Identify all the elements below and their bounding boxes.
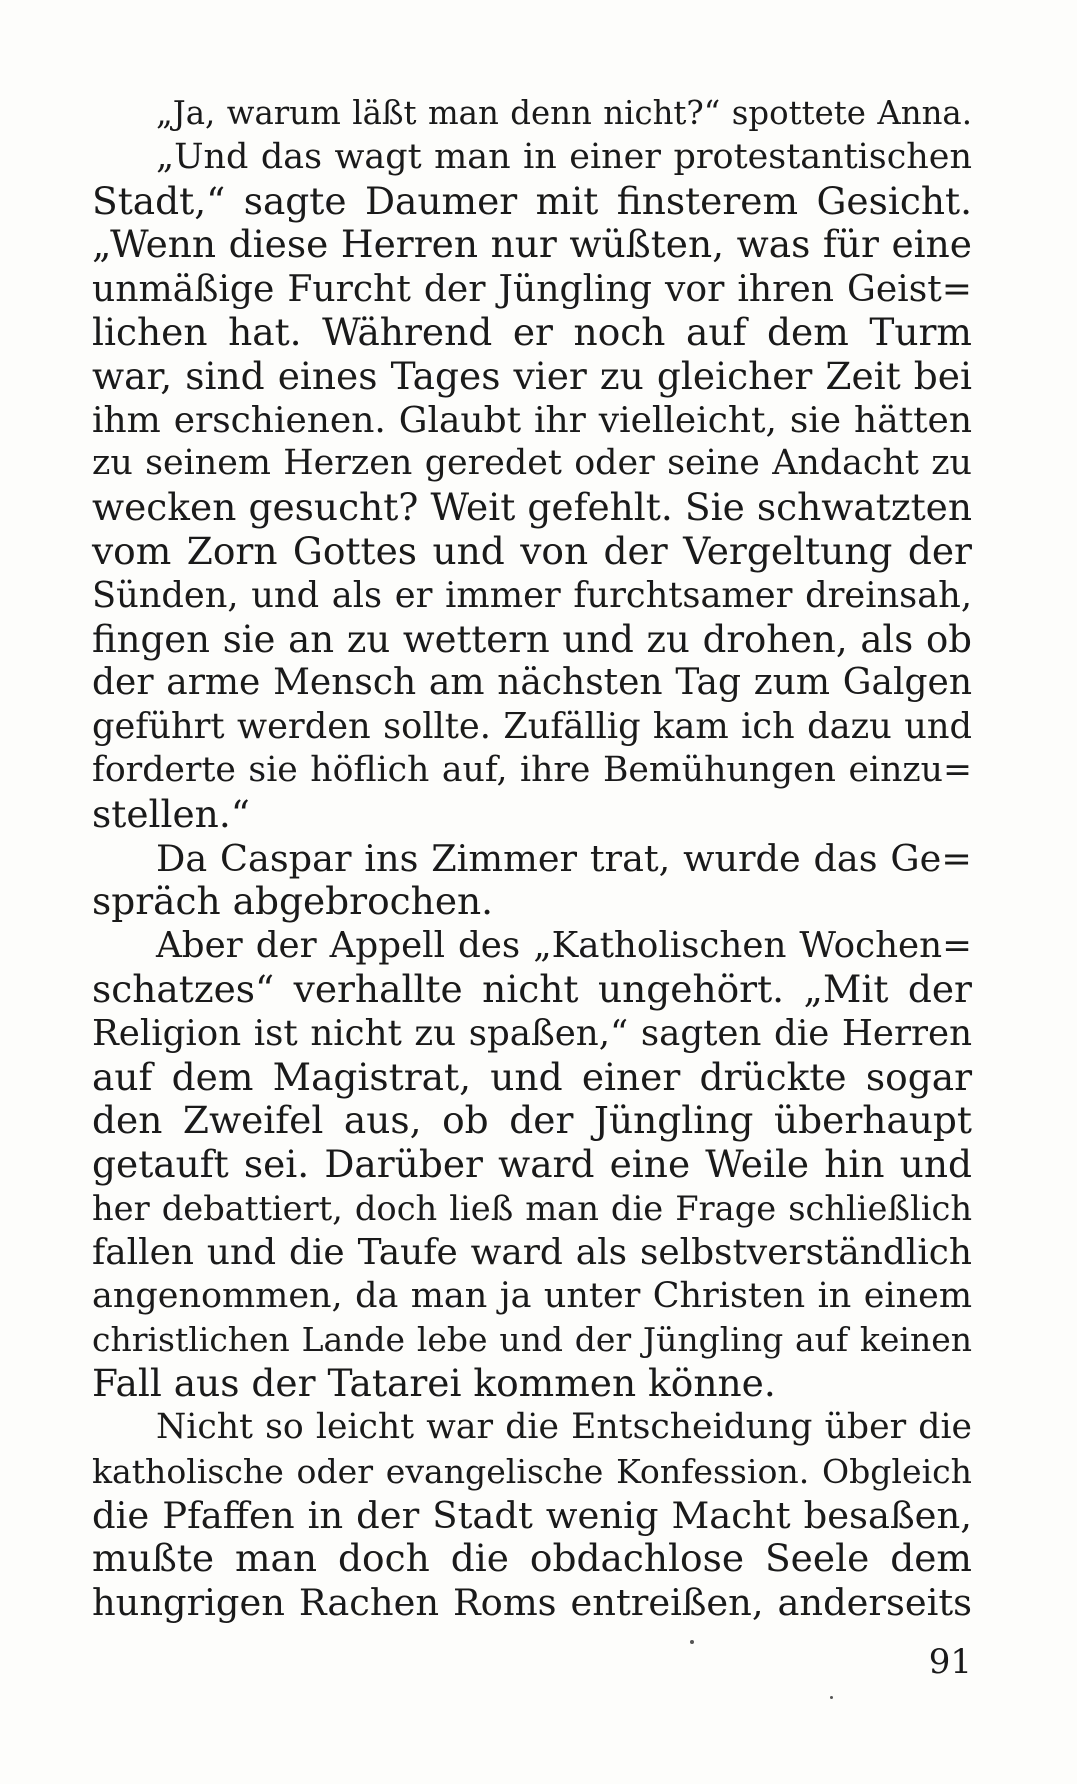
text-line: zu seinem Herzen geredet oder seine Andacht zu bbox=[92, 443, 972, 484]
text-line: getauft sei. Darüber ward eine Weile hin und bbox=[92, 1142, 972, 1187]
body-text bbox=[92, 92, 972, 1625]
text-line: Sünden, und als er immer furchtsamer dreinsah, bbox=[92, 574, 972, 616]
text-line: „Wenn diese Herren nur wüßten, was für eine bbox=[92, 222, 972, 267]
text-line: forderte sie höflich auf, ihre Bemühungen einzu= bbox=[92, 749, 972, 790]
text-line: angenommen, da man ja unter Christen in einem bbox=[92, 1275, 972, 1316]
text-line: lichen hat. Während er noch auf dem Turm bbox=[92, 309, 972, 354]
text-line: Da Caspar ins Zimmer trat, wurde das Ge= bbox=[156, 836, 972, 880]
text-line: Nicht so leicht war die Entscheidung über die bbox=[156, 1406, 972, 1447]
text-line: fingen sie an zu wettern und zu drohen, als ob bbox=[92, 617, 972, 661]
text-line: Religion ist nicht zu spaßen,“ sagten die Herren bbox=[92, 1012, 972, 1054]
page-number: 91 bbox=[928, 1642, 972, 1682]
text-line: „Ja, warum läßt man denn nicht?“ spottete Anna. bbox=[156, 94, 972, 132]
text-line: Aber der Appell des „Katholischen Wochen= bbox=[156, 925, 972, 967]
text-line: spräch abgebrochen. bbox=[92, 879, 494, 924]
text-line: stellen.“ bbox=[92, 791, 250, 836]
text-line: christlichen Lande lebe und der Jüngling auf keinen bbox=[92, 1320, 972, 1360]
text-line: her debattiert, doch ließ man die Frage schließlich bbox=[92, 1188, 972, 1228]
text-line: der arme Mensch am nächsten Tag zum Galgen bbox=[92, 662, 972, 704]
text-line: war, sind eines Tages vier zu gleicher Zeit bei bbox=[92, 353, 972, 398]
text-line: Fall aus der Tatarei kommen könne. bbox=[92, 1361, 776, 1406]
text-line: Stadt,“ sagte Daumer mit finsterem Gesicht. bbox=[92, 178, 972, 223]
text-line: geführt werden sollte. Zufällig kam ich dazu und bbox=[92, 706, 972, 748]
text-line: fallen und die Taufe ward als selbstverständlich bbox=[92, 1231, 972, 1273]
text-line: mußte man doch die obdachlose Seele dem bbox=[92, 1536, 972, 1581]
print-speck bbox=[690, 1640, 694, 1644]
text-line: auf dem Magistrat, und einer drückte sogar bbox=[92, 1054, 972, 1099]
text-line: hungrigen Rachen Roms entreißen, anderseits bbox=[92, 1581, 972, 1625]
text-line: wecken gesucht? Weit gefehlt. Sie schwatzten bbox=[92, 485, 972, 530]
text-line: „Und das wagt man in einer protestantischen bbox=[156, 136, 972, 177]
text-line: unmäßige Furcht der Jüngling vor ihren Geist= bbox=[92, 267, 972, 311]
print-speck bbox=[830, 1696, 833, 1699]
text-line: den Zweifel aus, ob der Jüngling überhaupt bbox=[92, 1098, 972, 1143]
text-line: ihm erschienen. Glaubt ihr vielleicht, sie hätten bbox=[92, 399, 972, 441]
text-line: katholische oder evangelische Konfession. Obgleich bbox=[92, 1451, 972, 1491]
text-line: die Pfaffen in der Stadt wenig Macht besaßen, bbox=[92, 1493, 972, 1537]
text-line: vom Zorn Gottes und von der Vergeltung der bbox=[92, 528, 972, 573]
text-line: schatzes“ verhallte nicht ungehört. „Mit der bbox=[92, 966, 972, 1011]
